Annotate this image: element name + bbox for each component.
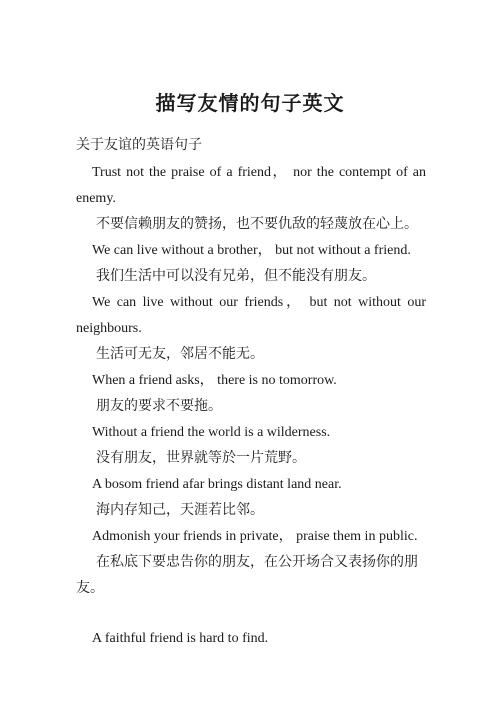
paragraph-zh: 在私底下要忠告你的朋友，在公开场合又表扬你的朋友。: [76, 555, 418, 596]
paragraph-en: Admonish your friends in private， praise them in public.: [92, 529, 418, 544]
paragraph-zh: 生活可无友，邻居不能无。: [96, 347, 264, 362]
document-title: 描写友情的句子英文: [155, 93, 345, 115]
document-body: [76, 160, 426, 652]
paragraph-en: Trust not the praise of a friend， nor the contempt of an enemy.: [76, 165, 426, 206]
paragraph-en: We can live without a brother， but not without a friend.: [92, 243, 411, 258]
paragraph-zh: 海内存知己，天涯若比邻。: [96, 503, 264, 518]
paragraph-zh: 我们生活中可以没有兄弟，但不能没有朋友。: [96, 269, 376, 284]
paragraph-en: We can live without our friends， but not without our neighbours.: [76, 295, 426, 336]
paragraph-spacer: [76, 602, 426, 626]
paragraph-zh: 不要信赖朋友的赞扬，也不要仇敌的轻蔑放在心上。: [96, 217, 418, 232]
paragraph-zh: 没有朋友，世界就等於一片荒野。: [96, 451, 306, 466]
paragraph-en: A faithful friend is hard to find.: [92, 631, 269, 646]
paragraph-en: A bosom friend afar brings distant land near.: [92, 477, 342, 492]
document-subtitle: 关于友谊的英语句子: [76, 138, 202, 153]
paragraph-zh: 朋友的要求不要拖。: [96, 399, 222, 414]
paragraph-en: When a friend asks， there is no tomorrow.: [92, 373, 337, 388]
paragraph-en: Without a friend the world is a wilderness.: [92, 425, 331, 440]
